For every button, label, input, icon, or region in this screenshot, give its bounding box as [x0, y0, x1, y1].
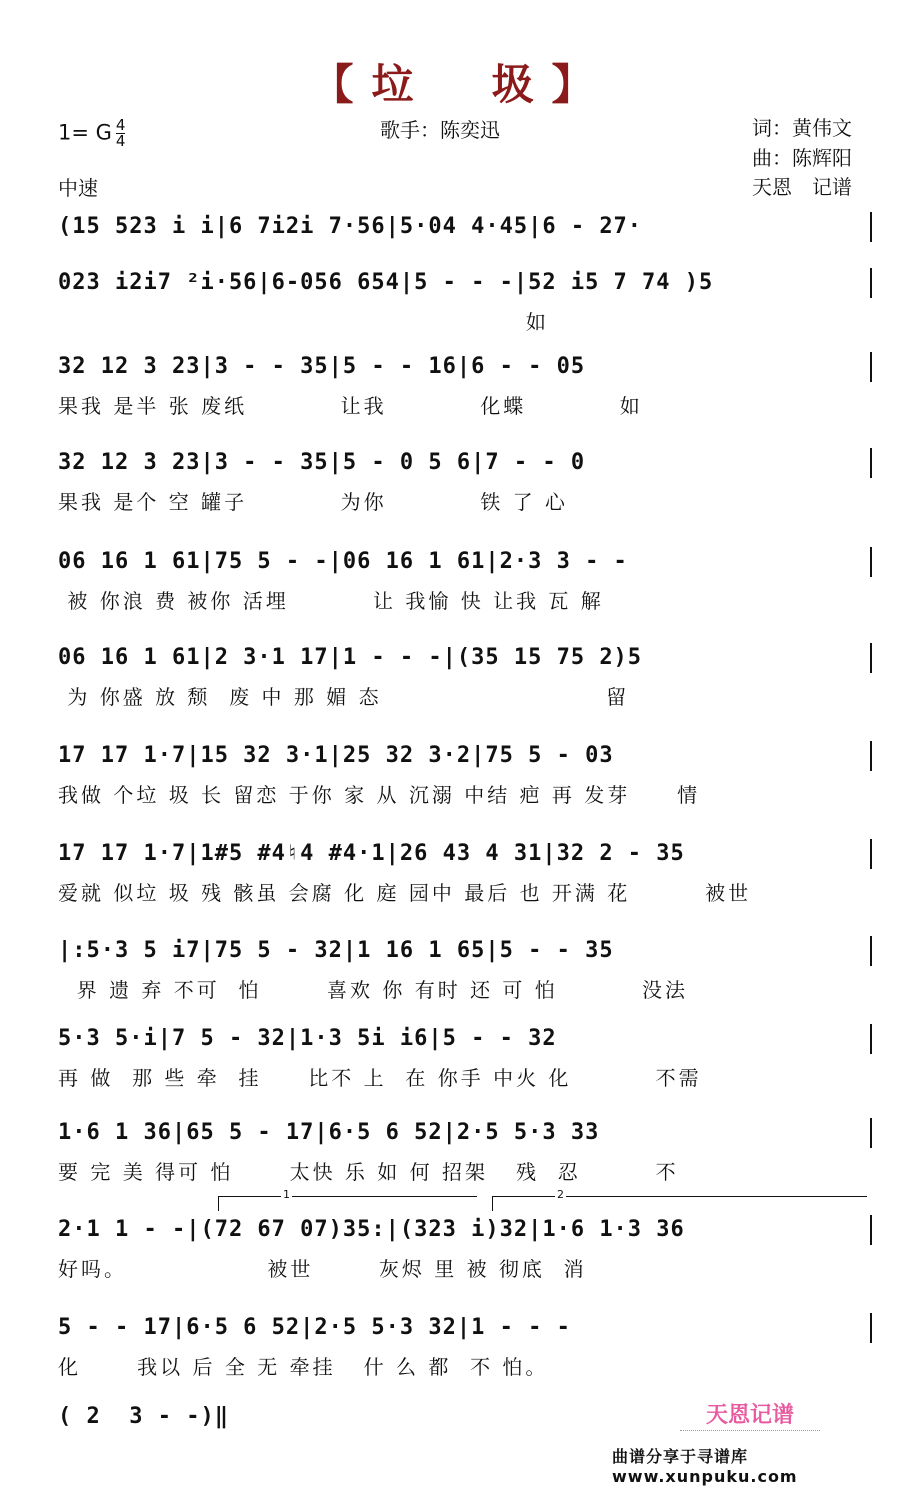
title-text: 垃 圾 [371, 60, 552, 109]
tempo-marking: 中速 [58, 176, 98, 200]
lyricist: 词：黄伟文 [752, 116, 852, 140]
lyric-line: 被 你浪 费 被你 活埋 让 我愉 快 让我 瓦 解 [58, 589, 604, 613]
barline [870, 448, 872, 478]
lyric-line: 果我 是半 张 废纸 让我 化蝶 如 [58, 394, 643, 418]
barline [870, 547, 872, 577]
composer: 曲：陈辉阳 [752, 146, 852, 170]
notation-line: (15 523 i i|6 7i2i 7·56|5·04 4·45|6 - 27· [58, 214, 643, 239]
lyric-line: 果我 是个 空 罐子 为你 铁 了 心 [58, 490, 568, 514]
notation-line: 023 i2i7 ²i·56|6-056 654|5 - - -|52 i5 7 74 )5 [58, 270, 714, 295]
notation-line: 5 - - 17|6·5 6 52|2·5 5·3 32|1 - - - [58, 1315, 571, 1340]
transcriber: 天恩 记谱 [752, 175, 852, 199]
singer: 歌手：陈奕迅 [380, 118, 500, 142]
notation-line: 32 12 3 23|3 - - 35|5 - 0 5 6|7 - - 0 [58, 450, 586, 475]
notation-line: 06 16 1 61|75 5 - -|06 16 1 61|2·3 3 - - [58, 549, 628, 574]
lyric-line: 为 你盛 放 颓 废 中 那 媚 态 留 [58, 685, 630, 709]
barline [870, 1215, 872, 1245]
lyric-line: 再 做 那 些 牵 挂 比不 上 在 你手 中火 化 不需 [58, 1066, 702, 1090]
time-signature: $\frac{4}{4}$ [115, 116, 126, 150]
key-signature [58, 118, 125, 149]
notation-line: 06 16 1 61|2 3·1 17|1 - - -|(35 15 75 2)5 [58, 645, 643, 670]
notation-line: 5·3 5·i|7 5 - 32|1·3 5i i6|5 - - 32 [58, 1026, 557, 1051]
lyric-line: 界 遗 弃 不可 怕 喜欢 你 有时 还 可 怕 没法 [58, 978, 689, 1002]
lyric-line: 好吗。 被世 灰烬 里 被 彻底 消 [58, 1257, 587, 1281]
lyric-line: 如 [58, 310, 549, 334]
barline [870, 212, 872, 242]
song-title [0, 52, 923, 112]
notation-line: 17 17 1·7|15 32 3·1|25 32 3·2|75 5 - 03 [58, 743, 614, 768]
title-bracket-open: 【 [311, 60, 372, 109]
lyric-line: 要 完 美 得可 怕 太快 乐 如 何 招架 残 忍 不 [58, 1160, 679, 1184]
barline [870, 643, 872, 673]
volta-bracket-1: 1 [218, 1196, 477, 1211]
lyric-line: 爱就 似垃 圾 残 骸虽 会腐 化 庭 园中 最后 也 开满 花 被世 [58, 881, 752, 905]
barline [870, 936, 872, 966]
notation-line: 32 12 3 23|3 - - 35|5 - - 16|6 - - 05 [58, 354, 586, 379]
lyric-line: 化 我以 后 全 无 牵挂 什 么 都 不 怕。 [58, 1355, 549, 1379]
share-footer: 曲谱分享于寻谱库 www.xunpuku.com [612, 1447, 798, 1486]
barline [870, 1118, 872, 1148]
lyric-line: 我做 个垃 圾 长 留恋 于你 家 从 沉溺 中结 疤 再 发芽 情 [58, 783, 701, 807]
notation-line: ( 2 3 - -)‖ [58, 1404, 229, 1429]
volta-bracket-2: 2 [492, 1196, 867, 1211]
barline [870, 741, 872, 771]
notation-line: |:5·3 5 i7|75 5 - 32|1 16 1 65|5 - - 35 [58, 938, 614, 963]
notation-line: 17 17 1·7|1#5 #4♮4 #4·1|26 43 4 31|32 2 - 35 [58, 841, 685, 866]
stamp-divider [680, 1430, 820, 1432]
barline [870, 1024, 872, 1054]
notation-line: 2·1 1 - -|(72 67 07)35:|(323 i)32|1·6 1·3 36 [58, 1217, 685, 1242]
notation-line: 1·6 1 36|65 5 - 17|6·5 6 52|2·5 5·3 33 [58, 1120, 600, 1145]
barline [870, 268, 872, 298]
barline [870, 352, 872, 382]
key-label: 1= G [58, 120, 112, 145]
barline [870, 1313, 872, 1343]
barline [870, 839, 872, 869]
transcriber-stamp: 天恩记谱 [706, 1402, 795, 1428]
title-bracket-close: 】 [551, 60, 612, 109]
